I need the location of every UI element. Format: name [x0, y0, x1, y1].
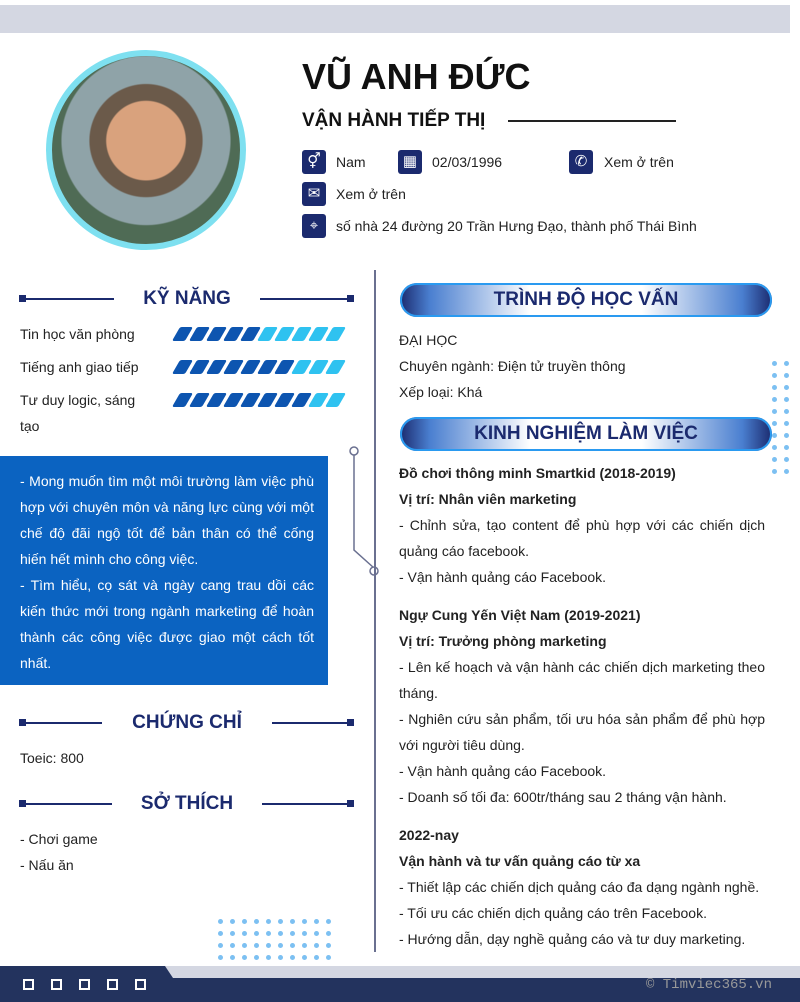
skills-heading: KỸ NĂNG [143, 288, 231, 309]
skill-label: Tiếng anh giao tiếp [20, 359, 139, 375]
objective-line: - Mong muốn tìm một môi trường làm việc phù hợp với chuyên môn và năng lực cùng với một chế độ đãi ngộ tốt để bản thân có thể cống hiến hết mình cho công việc. [20, 473, 314, 567]
dot [772, 385, 777, 390]
footer-squares [23, 979, 146, 990]
divider [260, 298, 352, 300]
hobbies-heading: SỞ THÍCH [140, 793, 234, 814]
certificates-heading: CHỨNG CHỈ [132, 712, 242, 733]
dot [242, 931, 247, 936]
experience-list [399, 460, 765, 964]
dot [254, 931, 259, 936]
grade: Xếp loại: Khá [399, 384, 483, 400]
dot [326, 919, 331, 924]
job-position: Vị trí: Trưởng phòng marketing [399, 633, 607, 649]
dot [302, 931, 307, 936]
dot [326, 955, 331, 960]
dot [230, 919, 235, 924]
divider-cap [347, 800, 354, 807]
dot [314, 919, 319, 924]
dot [254, 943, 259, 948]
certificate-item: Toeic: 800 [20, 750, 84, 766]
dot [242, 955, 247, 960]
divider [22, 722, 102, 724]
profile-photo [46, 50, 246, 250]
skill-segment-empty [325, 360, 346, 374]
education-heading: TRÌNH ĐỘ HỌC VẤN [400, 283, 772, 317]
job-company: Ngự Cung Yến Việt Nam (2019-2021) [399, 607, 641, 623]
career-objective [0, 456, 328, 685]
decorative-dots [772, 361, 789, 474]
skill-bar [176, 327, 342, 341]
dot [290, 931, 295, 936]
dot [784, 445, 789, 450]
column-divider [374, 270, 376, 952]
dot [290, 955, 295, 960]
gender-value: Nam [336, 154, 366, 170]
divider [272, 722, 352, 724]
location-icon: ⌖ [302, 214, 326, 238]
hobby-item: - Chơi game [20, 831, 98, 847]
dot [302, 919, 307, 924]
dot [254, 955, 259, 960]
skill-label: Tin học văn phòng [20, 326, 135, 342]
dot [230, 931, 235, 936]
decorative-dots [218, 919, 331, 960]
phone-icon: ✆ [569, 150, 593, 174]
job-entry [399, 822, 765, 952]
job-entry [399, 602, 765, 810]
dot [218, 943, 223, 948]
dot [772, 397, 777, 402]
job-task: - Tối ưu các chiến dịch quảng cáo trên Facebook. [399, 905, 707, 921]
dot [784, 397, 789, 402]
dot [326, 943, 331, 948]
skill-bar [176, 360, 342, 374]
dot [278, 943, 283, 948]
birthday-cake-icon: ▦ [398, 150, 422, 174]
dot [278, 931, 283, 936]
experience-heading: KINH NGHIỆM LÀM VIỆC [400, 417, 772, 451]
dot [218, 919, 223, 924]
dot [784, 469, 789, 474]
dot [772, 445, 777, 450]
dot [784, 433, 789, 438]
dot [772, 409, 777, 414]
divider-cap [347, 295, 354, 302]
dot [314, 955, 319, 960]
job-task: - Vận hành quảng cáo Facebook. [399, 763, 607, 779]
dot [278, 955, 283, 960]
divider [22, 298, 114, 300]
dot [290, 919, 295, 924]
job-title: VẬN HÀNH TIẾP THỊ [302, 110, 486, 131]
dot [784, 457, 789, 462]
skill-segment-empty [325, 327, 346, 341]
dot [254, 919, 259, 924]
divider [22, 803, 112, 805]
job-company: Đồ chơi thông minh Smartkid (2018-2019) [399, 465, 676, 481]
dot [302, 955, 307, 960]
degree: ĐẠI HỌC [399, 332, 458, 348]
job-task: - Doanh số tối đa: 600tr/tháng sau 2 tháng vận hành. [399, 789, 727, 805]
gender-icon: ⚥ [302, 150, 326, 174]
job-task: - Thiết lập các chiến dịch quảng cáo đa dạng ngành nghề. [399, 879, 760, 895]
dot [314, 931, 319, 936]
dot [290, 943, 295, 948]
dot [266, 931, 271, 936]
dot [230, 943, 235, 948]
skill-bar [176, 393, 342, 407]
email-value: Xem ở trên [336, 186, 406, 202]
dot [784, 361, 789, 366]
job-position: Vận hành và tư vấn quảng cáo từ xa [399, 853, 641, 869]
birthday-value: 02/03/1996 [432, 154, 503, 170]
divider [262, 803, 352, 805]
job-task: - Vận hành quảng cáo Facebook. [399, 569, 607, 585]
skill-segment-empty [325, 393, 346, 407]
title-underline [508, 120, 676, 122]
dot [772, 373, 777, 378]
candidate-name: VŨ ANH ĐỨC [302, 56, 531, 97]
dot [242, 943, 247, 948]
objective-line: - Tìm hiểu, cọ sát và ngày cang trau dồi các kiến thức mới trong ngành marketing để hoàn thành các công việc được giao một cách tốt nhất. [20, 577, 314, 671]
job-entry [399, 460, 765, 590]
dot [230, 955, 235, 960]
major: Chuyên ngành: Điện tử truyền thông [399, 358, 626, 374]
dot [784, 421, 789, 426]
job-task: - Nghiên cứu sản phẩm, tối ưu hóa sản phẩm để phù hợp với người tiêu dùng. [399, 711, 765, 753]
email-icon: ✉ [302, 182, 326, 206]
dot [314, 943, 319, 948]
dot [784, 409, 789, 414]
skill-label: Tư duy logic, sáng tạo [20, 392, 136, 434]
dot [242, 919, 247, 924]
job-company: 2022-nay [399, 827, 459, 843]
divider-cap [347, 719, 354, 726]
job-task: - Chỉnh sửa, tạo content để phù hợp với các chiến dịch quảng cáo facebook. [399, 517, 765, 559]
dot [772, 457, 777, 462]
dot [784, 373, 789, 378]
dot [772, 469, 777, 474]
top-bar [0, 5, 790, 33]
job-position: Vị trí: Nhân viên marketing [399, 491, 577, 507]
dot [784, 385, 789, 390]
dot [302, 943, 307, 948]
address-value: số nhà 24 đường 20 Trần Hưng Đạo, thành phố Thái Bình [336, 218, 697, 234]
dot [218, 955, 223, 960]
dot [772, 421, 777, 426]
dot [266, 943, 271, 948]
dot [266, 955, 271, 960]
dot [218, 931, 223, 936]
job-task: - Lên kế hoạch và vận hành các chiến dịch marketing theo tháng. [399, 659, 765, 701]
copyright: © Timviec365.vn [645, 977, 772, 993]
phone-value: Xem ở trên [604, 154, 674, 170]
dot [266, 919, 271, 924]
dot [278, 919, 283, 924]
dot [326, 931, 331, 936]
timeline-connector [340, 440, 385, 585]
dot [772, 361, 777, 366]
education-block [399, 327, 765, 405]
job-task: - Hướng dẫn, dạy nghề quảng cáo và tư duy marketing. [399, 931, 746, 947]
hobby-item: - Nấu ăn [20, 857, 74, 873]
dot [772, 433, 777, 438]
